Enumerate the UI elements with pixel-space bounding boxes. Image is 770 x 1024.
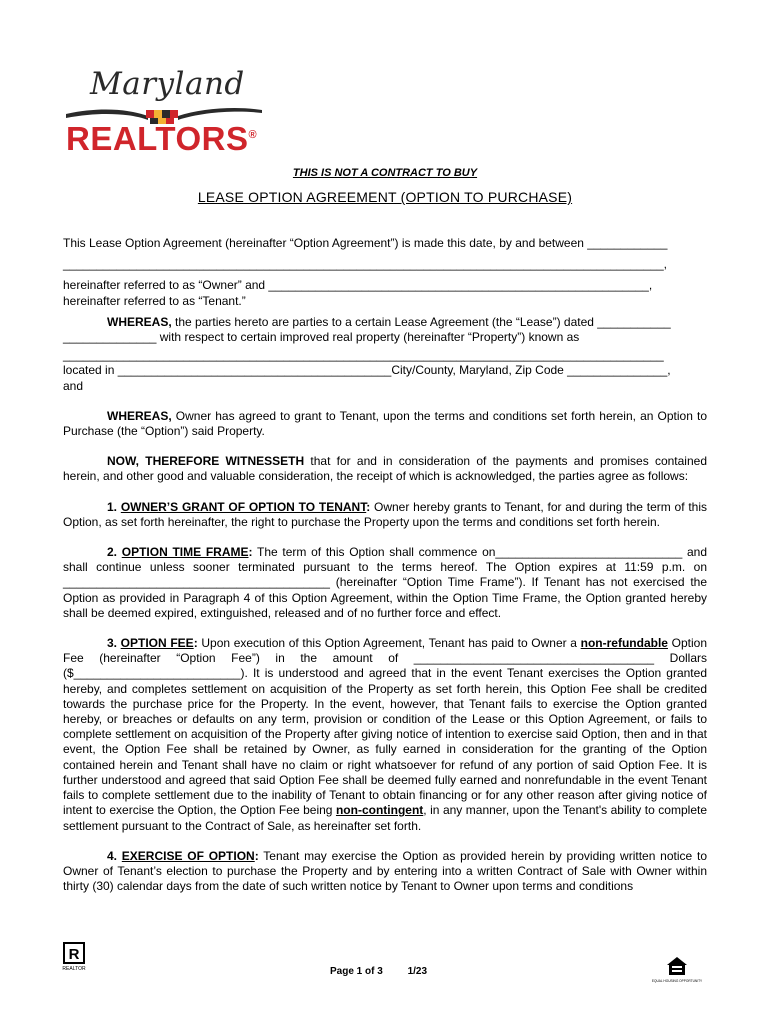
whereas-label: WHEREAS, [107,314,172,329]
logo-brand-text: REALTORS® [66,120,258,157]
intro-line: This Lease Option Agreement (hereinafter “Option Agreement”) is made this date, by and between ____________ [63,236,668,250]
whereas-text: located in _________________________________________City/County, Maryland, Zip Code _______________, [63,363,671,378]
document-title: LEASE OPTION AGREEMENT (OPTION TO PURCHASE) [197,189,573,205]
whereas-option-paragraph [63,409,707,439]
whereas-text: the parties hereto are parties to a certain Lease Agreement (the “Lease”) dated ___________ [171,314,671,329]
section-text: Tenant may exercise the Option as provided herein by providing written notice to Owner of Tenant’s election to purchase the Property and by entering into a written Contract of Sale with Owner within thirty (30) calendar days from the date of such written notice by Tenant to Owner upon terms and conditions [63,848,707,894]
intro-paragraph [63,236,707,309]
section-2-paragraph [63,545,707,621]
equal-housing-icon [651,955,703,985]
section-number: 1. [107,499,121,514]
document-body [63,236,707,894]
whereas-text: ______________ with respect to certain improved real property (hereinafter “Property”) known as [63,330,580,345]
section-text: The term of this Option shall commence on____________________________ and shall continue unless sooner terminated pursuant to the terms hereof. The Option expires at 11:59 p.m. on ________________________________________ (hereinafter “Option Time Frame”). If Tenant has not exercised the Option as provided in Paragraph 4 of this Option Agreement, within the Option Time Frame, the Option granted hereby shall be deemed expired, extinguished, released and of no further force and effect. [63,545,708,620]
section-colon: : [254,848,259,863]
non-refundable-emphasis: non-refundable [580,636,668,651]
whereas-label: WHEREAS, [107,408,172,423]
section-text: , in any manner, upon the Tenant's ability to complete settlement pursuant to the Contract of Sale, as hereinafter set forth. [63,803,707,833]
whereas-lease-paragraph [63,315,707,394]
svg-text:EQUAL HOUSING OPPORTUNITY: EQUAL HOUSING OPPORTUNITY [651,979,703,983]
section-text: Owner hereby grants to Tenant, for and during the term of this Option, as set forth hereinafter, the right to purchase the Property upon the terms and conditions set forth herein. [63,499,708,529]
svg-text:R: R [68,946,80,963]
section-text: Option Fee (hereinafter “Option Fee”) in the amount of ____________________________________ Dollars ($_________________________). It is understood and agreed that in the event Tenant exercises the Option granted hereby, and completes settlement on acquisition of the Property as set forth herein, this Option Fee shall be credited towards the purchase price for the Property. In the event, however, that Tenant fails to exercise the Option granted hereby, or breaches or defaults on any term, provision or condition of the Lease or this Option Agreement, or fails to complete settlement on acquisition of the Property after giving notice of intention to exercise said Option, then and in that event, the Option Fee shall be retained by Owner, as fully earned in consideration for the granting of the Option contained herein and Tenant shall have no claim or right whatsoever for refund of any portion of said Option Fee. It is further understood and agreed that said Option Fee shall be deemed fully earned and nonrefundable in the event Tenant fails to complete settlement due to the inability of Tenant to obtain financing or for any other reason after giving notice of intent to exercise the Option, the Option Fee being [63,636,707,818]
non-contingent-emphasis: non-contingent [335,803,424,818]
whereas-text: Owner has agreed to grant to Tenant, upon the terms and conditions set forth herein, an Option to Purchase (the “Option”) said Property. [63,408,707,439]
section-number: 2. [107,545,122,560]
realtor-r-icon [63,942,87,972]
section-1-paragraph [63,500,707,530]
not-a-contract-notice: THIS IS NOT A CONTRACT TO BUY [292,167,478,179]
section-heading: OPTION FEE [120,636,194,651]
now-therefore-paragraph [63,454,707,484]
section-4-paragraph [63,849,707,895]
page-number: Page 1 of 3 [330,966,383,977]
section-text: Upon execution of this Option Agreement, Tenant has paid to Owner a [197,636,581,651]
section-number: 3. [107,636,121,651]
form-date: 1/23 [407,966,428,977]
section-3-paragraph [63,636,707,834]
whereas-text: and [63,378,84,393]
whereas-text: __________________________________________________________________________________________ [63,348,664,363]
now-therefore-label: NOW, THEREFORE WITNESSETH [107,454,305,469]
section-heading: OWNER’S GRANT OF OPTION TO TENANT [120,499,367,514]
section-heading: EXERCISE OF OPTION [121,848,255,863]
section-colon: : [248,545,253,560]
svg-text:REALTOR: REALTOR [62,966,86,972]
now-therefore-text: that for and in consideration of the payments and promises contained herein, and other good and valuable consideration, the receipt of which is acknowledged, the parties agree as follows: [63,454,707,484]
intro-line: __________________________________________________________________________________________, [63,257,667,272]
maryland-realtors-logo [62,66,267,162]
section-colon: : [193,636,198,651]
page-footer [330,966,427,977]
logo-script-text: Maryland [90,66,245,102]
intro-line: hereinafter referred to as “Owner” and _________________________________________________________, [63,278,653,293]
section-number: 4. [107,848,122,863]
intro-line: hereinafter referred to as “Tenant.” [63,293,246,308]
section-colon: : [366,499,371,514]
section-heading: OPTION TIME FRAME [121,545,249,560]
